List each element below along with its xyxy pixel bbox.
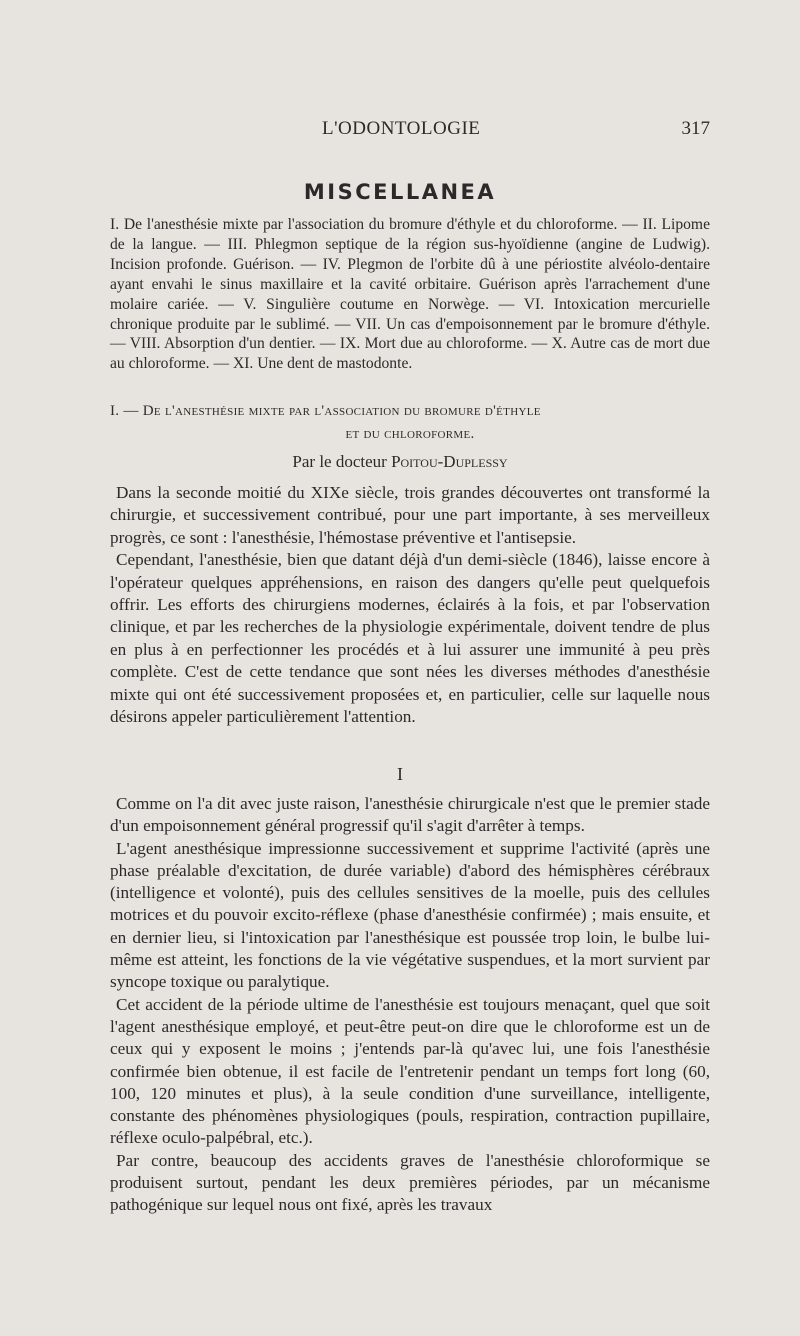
article-heading	[110, 400, 710, 446]
introduction-text	[110, 482, 710, 728]
article-heading-line2: et du chloroforme.	[345, 426, 475, 442]
paragraph: Comme on l'a dit avec juste raison, l'anesthésie chirurgicale n'est que le premier stade d'un empoisonnement général progressif qu'il s'agit d'arrêter à temps.	[110, 794, 710, 836]
byline	[0, 452, 800, 472]
section-title: MISCELLANEA	[303, 180, 497, 204]
running-header	[110, 118, 710, 142]
subsection-number: I	[397, 764, 403, 784]
page-number: 317	[681, 118, 710, 139]
paragraph: L'agent anesthésique impressionne successivement et supprime l'activité (après une phase préalable d'excitation, de durée variable) d'abord des hémisphères cérébraux (intelligence et volonté), puis des cellules sensitives de la moelle, puis des cellules motrices et du pouvoir excito-réflexe (phase d'anesthésie confirmée) ; mais ensuite, et en dernier lieu, si l'intoxication par l'anesthésique est poussée trop loin, le bulbe lui-même est atteint, les fonctions de la vie végétative suspendues, et la mort survient par syncope toxique ou paralytique.	[110, 838, 710, 992]
paragraph: Cet accident de la période ultime de l'anesthésie est toujours menaçant, quel que soit l'agent anesthésique employé, et peut-être peut-on dire que le chloroforme est un de ceux qui y exposent le moins ; j'entends par-là qu'avec lui, une fois l'anesthésie confirmée bien obtenue, il est facile de l'entretenir pendant un temps fort long (60, 100, 120 minutes et plus), à la seule condition d'une surveillance, intelligente, constante des phénomènes physiologiques (pouls, respiration, contraction pupillaire, réflexe oculo-palpébral, etc.).	[110, 994, 710, 1148]
byline-author: Poitou-Duplessy	[391, 452, 508, 471]
byline-prefix: Par le docteur	[292, 452, 387, 471]
section-one-text	[110, 793, 710, 1217]
article-heading-line1: I. — De l'anesthésie mixte par l'association du bromure d'éthyle	[110, 403, 541, 419]
paragraph: Dans la seconde moitié du XIXe siècle, trois grandes découvertes ont transformé la chirurgie, et successivement contribué, pour une part importante, à ses merveilleux progrès, ce sont : l'anesthésie, l'hémostase préventive et l'antisepsie.	[110, 483, 710, 547]
contents-summary: I. De l'anesthésie mixte par l'association du bromure d'éthyle et du chloroforme. — II. Lipome de la langue. — III. Phlegmon septique de la région sus-hyoïdienne (angine de Ludwig). Incision profonde. Guérison. — IV. Plegmon de l'orbite dû à une périostite alvéolo-dentaire ayant envahi le sinus maxillaire et la cavité orbitaire. Guérison après l'arrachement d'une molaire cariée. — V. Singulière coutume en Norwège. — VI. Intoxication mercurielle chronique produite par le sublimé. — VII. Un cas d'empoisonnement par le bromure d'éthyle. — VIII. Absorption d'un dentier. — IX. Mort due au chloroforme. — X. Autre cas de mort due au chloroforme. — XI. Une dent de mastodonte.	[110, 216, 710, 373]
running-title: L'ODONTOLOGIE	[322, 118, 481, 139]
paragraph: Cependant, l'anesthésie, bien que datant déjà d'un demi-siècle (1846), laisse encore à l'opérateur quelques appréhensions, en raison des dangers qu'elle peut quelquefois offrir. Les efforts des chirurgiens modernes, éclairés à la fois, et par l'observation clinique, et par les recherches de la physiologie expérimentale, doivent tendre de plus en plus à en perfectionner les procédés et à lui assurer une immunité à peu près complète. C'est de cette tendance que sont nées les diverses méthodes d'anesthésie mixte qui ont été successivement proposées et, en particulier, celle sur laquelle nous désirons appeler particulièrement l'attention.	[110, 550, 710, 727]
paragraph: Par contre, beaucoup des accidents graves de l'anesthésie chloroformique se produisent surtout, pendant les deux premières périodes, par un mécanisme pathogénique sur lequel nous ont fixé, après les travaux	[110, 1150, 710, 1215]
